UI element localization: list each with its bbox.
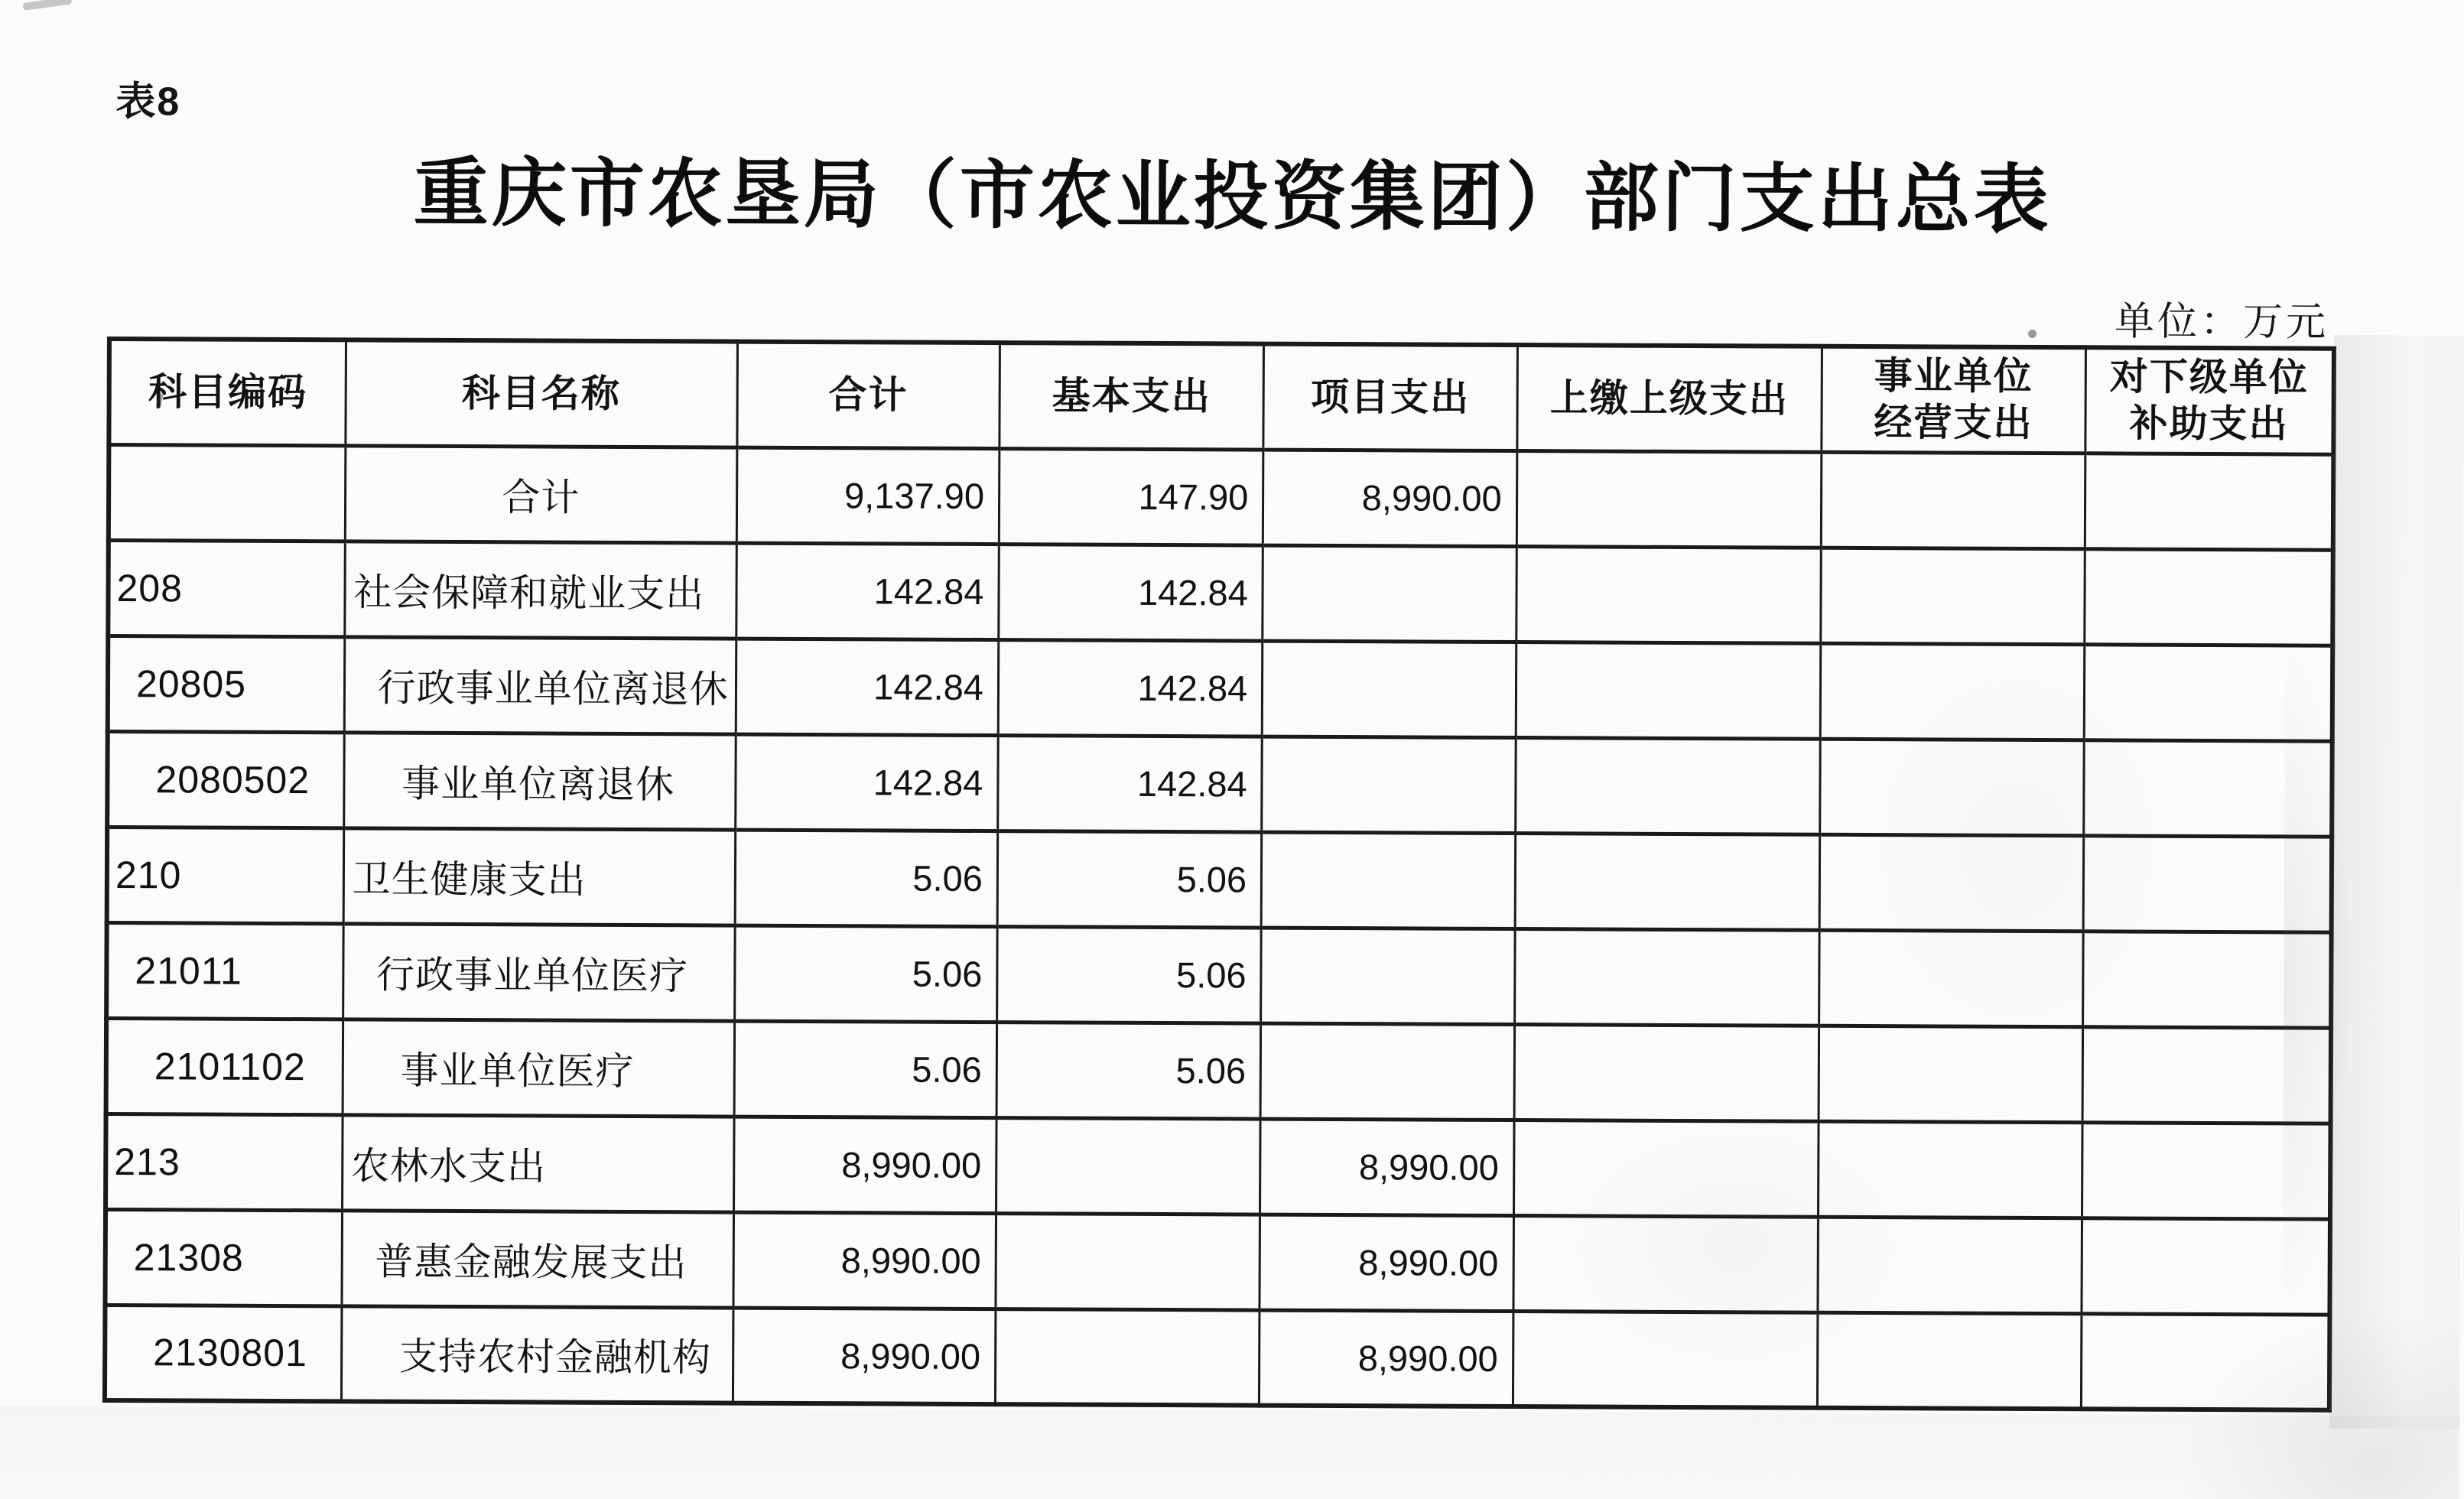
cell-operating: [1820, 643, 2085, 740]
cell-total: 8,990.00: [733, 1117, 996, 1213]
cell-basic: [996, 1213, 1260, 1310]
table-row: [105, 1209, 2330, 1315]
cell-paid_to_upper: [1514, 928, 1819, 1026]
cell-subsidy: [2083, 931, 2332, 1027]
cell-operating: [1819, 739, 2084, 836]
cell-basic: 147.90: [999, 448, 1263, 545]
cell-code: [109, 444, 346, 541]
column-header-total: 合计: [737, 342, 1000, 448]
cell-name: 社会保障和就业支出: [345, 541, 737, 638]
scan-artifact-dot: [2028, 330, 2037, 338]
table-row: [108, 636, 2333, 741]
cell-project: 8,990.00: [1260, 1310, 1513, 1406]
cell-name: 支持农村金融机构: [341, 1306, 733, 1403]
cell-paid_to_upper: [1513, 1215, 1819, 1312]
cell-operating: [1817, 1312, 2082, 1410]
cell-name: 事业单位医疗: [343, 1019, 735, 1116]
cell-name: 行政事业单位离退休: [344, 636, 736, 733]
column-header-subsidy: 对下级单位 补助支出: [2085, 347, 2334, 454]
cell-project: [1262, 641, 1516, 737]
unit-note: 单位：万元: [2114, 299, 2329, 345]
table-row: [106, 1018, 2332, 1123]
cell-subsidy: [2084, 740, 2332, 836]
cell-operating: [1818, 1217, 2082, 1314]
cell-name: 行政事业单位医疗: [343, 923, 735, 1020]
cell-total: 142.84: [736, 639, 999, 735]
cell-project: [1261, 928, 1515, 1024]
cell-basic: 142.84: [998, 639, 1263, 736]
scan-artifact-bottom-noise: [0, 1405, 2459, 1499]
column-header-paid_to_upper: 上缴上级支出: [1516, 345, 1822, 452]
cell-code: 2130801: [105, 1305, 342, 1401]
cell-project: [1261, 832, 1515, 928]
cell-paid_to_upper: [1515, 737, 1820, 834]
cell-basic: 142.84: [998, 735, 1263, 832]
page-title: 重庆市农垦局（市农业投资集团）部门支出总表: [413, 152, 2053, 243]
column-header-basic: 基本支出: [1000, 343, 1264, 450]
cell-operating: [1818, 1121, 2082, 1218]
cell-subsidy: [2085, 548, 2333, 645]
cell-operating: [1819, 930, 2083, 1027]
cell-code: 208: [108, 540, 345, 636]
cell-name: 卫生健康支出: [343, 828, 736, 925]
cell-basic: 5.06: [997, 831, 1262, 928]
cell-subsidy: [2082, 1218, 2330, 1314]
cell-code: 210: [107, 827, 344, 923]
cell-subsidy: [2082, 1122, 2331, 1218]
cell-basic: 5.06: [996, 1022, 1261, 1119]
cell-subsidy: [2085, 453, 2333, 549]
column-header-name: 科目名称: [346, 340, 738, 447]
cell-basic: [995, 1309, 1260, 1406]
cell-paid_to_upper: [1514, 1024, 1819, 1121]
cell-total: 5.06: [734, 925, 997, 1022]
cell-name: 事业单位离退休: [343, 732, 736, 829]
cell-total: 9,137.90: [736, 447, 1000, 544]
cell-subsidy: [2082, 1026, 2331, 1123]
cell-project: 8,990.00: [1260, 1214, 1513, 1311]
cell-name: 农林水支出: [342, 1114, 734, 1211]
table-row: [107, 731, 2332, 837]
cell-total: 142.84: [735, 734, 998, 831]
cell-total: 142.84: [736, 543, 999, 639]
cell-subsidy: [2084, 644, 2332, 740]
table-row: [105, 1305, 2330, 1410]
cell-subsidy: [2081, 1313, 2329, 1410]
cell-project: 8,990.00: [1263, 450, 1517, 546]
column-header-project: 项目支出: [1263, 344, 1517, 450]
cell-code: 213: [106, 1114, 343, 1210]
cell-operating: [1821, 548, 2085, 645]
cell-code: 21011: [106, 922, 343, 1019]
scan-artifact-edge-mark: [23, 0, 73, 11]
table-header-row: [109, 339, 2334, 454]
table-row: [106, 922, 2332, 1028]
cell-name: 普惠金融发展支出: [342, 1210, 734, 1307]
cell-total: 8,990.00: [733, 1308, 996, 1404]
cell-total: 5.06: [734, 1021, 997, 1117]
table-row: [107, 827, 2332, 932]
table-row: [108, 540, 2333, 645]
cell-code: 21308: [105, 1209, 342, 1306]
cell-operating: [1819, 834, 2084, 932]
cell-paid_to_upper: [1516, 546, 1821, 643]
cell-total: 8,990.00: [733, 1212, 996, 1309]
scan-artifact-page-curl: [2329, 335, 2464, 1429]
cell-project: [1263, 545, 1516, 642]
cell-project: [1262, 736, 1516, 833]
cell-paid_to_upper: [1516, 642, 1821, 739]
cell-paid_to_upper: [1515, 833, 1820, 930]
cell-basic: 142.84: [999, 544, 1263, 641]
cell-code: 20805: [108, 636, 345, 732]
cell-name: 合计: [345, 445, 737, 542]
cell-paid_to_upper: [1513, 1311, 1818, 1408]
table-row: [106, 1114, 2331, 1219]
cell-total: 5.06: [735, 830, 998, 926]
cell-paid_to_upper: [1513, 1120, 1819, 1217]
cell-code: 2101102: [106, 1018, 343, 1114]
table-row: [109, 444, 2334, 550]
sheet-label: 表8: [115, 80, 181, 125]
cell-code: 2080502: [107, 731, 344, 828]
cell-basic: [996, 1117, 1260, 1214]
cell-project: [1260, 1023, 1514, 1120]
column-header-code: 科目编码: [109, 339, 346, 445]
cell-operating: [1819, 1026, 2083, 1123]
cell-subsidy: [2083, 835, 2332, 932]
expenditure-table: [102, 337, 2336, 1413]
cell-basic: 5.06: [997, 926, 1262, 1023]
cell-operating: [1821, 452, 2085, 549]
cell-paid_to_upper: [1516, 450, 1822, 548]
cell-project: 8,990.00: [1260, 1119, 1514, 1215]
column-header-operating: 事业单位 经营支出: [1822, 346, 2086, 454]
